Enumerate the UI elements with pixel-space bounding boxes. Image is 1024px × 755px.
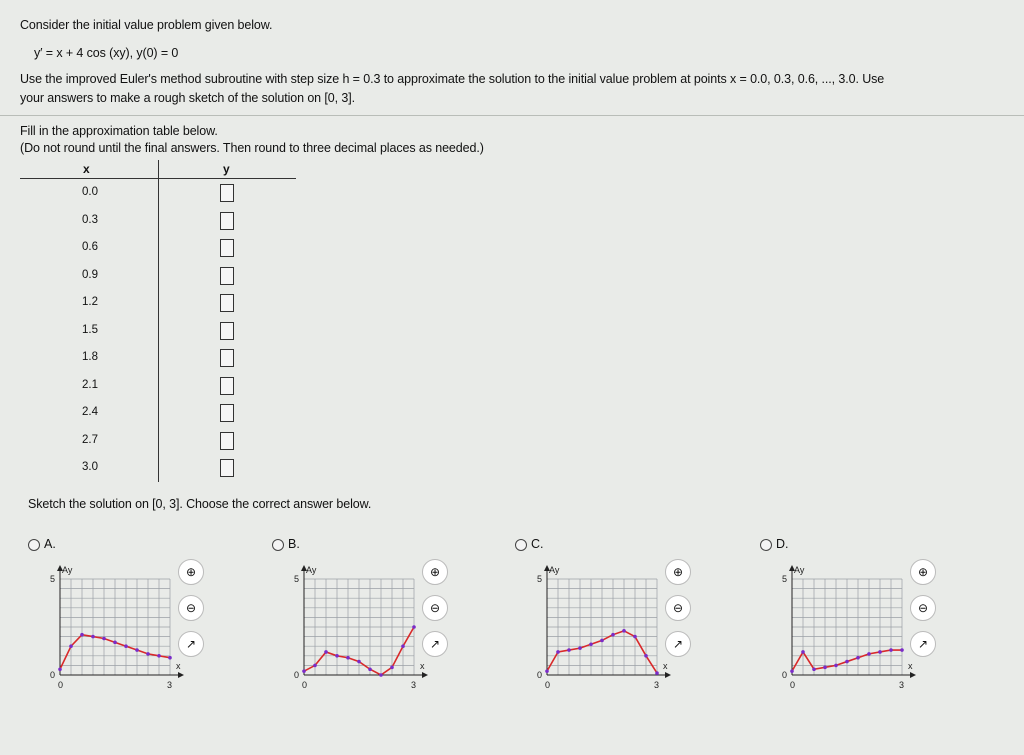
x-value: 0.9 bbox=[82, 268, 98, 281]
rounding-instruction: (Do not round until the final answers. Then round to three decimal places as needed.) bbox=[20, 141, 484, 155]
x-value: 2.1 bbox=[82, 378, 98, 391]
plot-tools bbox=[422, 559, 452, 669]
table-row bbox=[20, 318, 296, 345]
data-point bbox=[157, 654, 161, 658]
table-row bbox=[20, 400, 296, 427]
data-point bbox=[357, 660, 361, 664]
plot-tools bbox=[665, 559, 695, 669]
data-point bbox=[379, 673, 383, 677]
x-axis-arrow bbox=[910, 672, 916, 678]
data-point bbox=[622, 629, 626, 633]
open-in-new-icon[interactable]: ↗ bbox=[910, 631, 936, 657]
data-point bbox=[69, 644, 73, 648]
y-axis-label: Ay bbox=[62, 565, 73, 575]
table-row bbox=[20, 180, 296, 207]
data-point bbox=[58, 667, 62, 671]
choice-label: B. bbox=[288, 537, 300, 551]
x-value: 1.2 bbox=[82, 296, 98, 308]
table-row bbox=[20, 345, 296, 372]
y-answer-box[interactable] bbox=[220, 349, 234, 367]
table-row bbox=[20, 428, 296, 455]
data-point bbox=[790, 669, 794, 673]
separator bbox=[0, 115, 1024, 116]
data-point bbox=[113, 641, 117, 645]
zoom-in-icon[interactable]: ⊕ bbox=[910, 559, 936, 585]
data-point bbox=[313, 664, 317, 668]
table-row bbox=[20, 290, 296, 317]
y-answer-box[interactable] bbox=[220, 459, 234, 477]
x-zero-label: 0 bbox=[790, 680, 796, 690]
data-point bbox=[124, 644, 128, 648]
solution-sketch-plot bbox=[525, 557, 675, 717]
sketch-prompt: Sketch the solution on [0, 3]. Choose the correct answer below. bbox=[28, 497, 372, 511]
x-value: 0.6 bbox=[82, 241, 98, 253]
data-point bbox=[368, 667, 372, 671]
choice-label: D. bbox=[776, 537, 789, 551]
y-tick-label: 5 bbox=[782, 574, 788, 584]
data-point bbox=[335, 654, 339, 658]
zoom-in-icon[interactable]: ⊕ bbox=[665, 559, 691, 585]
data-point bbox=[834, 664, 838, 668]
zoom-in-icon[interactable]: ⊕ bbox=[422, 559, 448, 585]
data-point bbox=[801, 650, 805, 654]
choice-label: C. bbox=[531, 537, 544, 551]
problem-equation: y′ = x + 4 cos (xy), y(0) = 0 bbox=[34, 46, 179, 60]
y-answer-box[interactable] bbox=[220, 294, 234, 312]
y-answer-box[interactable] bbox=[220, 322, 234, 340]
problem-instruction: Use the improved Euler's method subroutine with step size h = 0.3 to approximate the solution to the initial value problem at points x = 0.0, 0.3, 0.6, ..., 3.0. Use bbox=[20, 72, 885, 86]
data-point bbox=[578, 646, 582, 650]
open-in-new-icon[interactable]: ↗ bbox=[178, 631, 204, 657]
plot-tools bbox=[910, 559, 940, 669]
table-row bbox=[20, 235, 296, 262]
open-in-new-icon[interactable]: ↗ bbox=[665, 631, 691, 657]
x-value: 3.0 bbox=[82, 461, 98, 473]
y-zero-label: 0 bbox=[537, 670, 543, 680]
y-zero-label: 0 bbox=[294, 670, 300, 680]
y-tick-label: 5 bbox=[537, 574, 543, 584]
data-point bbox=[867, 652, 871, 656]
x-zero-label: 0 bbox=[58, 680, 64, 690]
data-point bbox=[589, 642, 593, 646]
y-zero-label: 0 bbox=[50, 670, 56, 680]
radio-button[interactable] bbox=[28, 539, 40, 551]
x-value: 1.8 bbox=[82, 351, 98, 363]
header-x: x bbox=[83, 162, 90, 176]
y-zero-label: 0 bbox=[782, 670, 788, 680]
data-point bbox=[812, 667, 816, 671]
y-axis-label: Ay bbox=[306, 565, 317, 575]
radio-button[interactable] bbox=[272, 539, 284, 551]
x-axis-label: x bbox=[908, 661, 913, 671]
y-answer-box[interactable] bbox=[220, 267, 234, 285]
open-in-new-icon[interactable]: ↗ bbox=[422, 631, 448, 657]
data-point bbox=[856, 656, 860, 660]
y-answer-box[interactable] bbox=[220, 184, 234, 202]
data-point bbox=[302, 669, 306, 673]
x-tick-label: 3 bbox=[654, 680, 660, 690]
y-answer-box[interactable] bbox=[220, 432, 234, 450]
y-answer-box[interactable] bbox=[220, 377, 234, 395]
y-answer-box[interactable] bbox=[220, 212, 234, 230]
data-point bbox=[135, 648, 139, 652]
data-point bbox=[633, 635, 637, 639]
solution-sketch-plot bbox=[38, 557, 188, 717]
data-point bbox=[900, 648, 904, 652]
x-zero-label: 0 bbox=[545, 680, 551, 690]
zoom-out-icon[interactable]: ⊖ bbox=[665, 595, 691, 621]
fill-instruction: Fill in the approximation table below. bbox=[20, 124, 218, 138]
table-row bbox=[20, 208, 296, 235]
header-y: y bbox=[223, 162, 230, 176]
data-point bbox=[146, 652, 150, 656]
problem-intro: Consider the initial value problem given below. bbox=[20, 18, 273, 32]
x-axis-arrow bbox=[422, 672, 428, 678]
x-axis-label: x bbox=[420, 661, 425, 671]
y-axis-label: Ay bbox=[549, 565, 560, 575]
solution-sketch-plot bbox=[282, 557, 432, 717]
y-answer-box[interactable] bbox=[220, 239, 234, 257]
data-point bbox=[401, 644, 405, 648]
approximation-table bbox=[20, 160, 296, 482]
x-tick-label: 3 bbox=[167, 680, 173, 690]
y-tick-label: 5 bbox=[50, 574, 56, 584]
problem-instruction-2: your answers to make a rough sketch of the solution on [0, 3]. bbox=[20, 91, 355, 105]
x-zero-label: 0 bbox=[302, 680, 308, 690]
x-value: 2.4 bbox=[82, 406, 98, 418]
x-value: 0.3 bbox=[82, 213, 98, 226]
x-axis-label: x bbox=[176, 661, 181, 671]
data-point bbox=[845, 660, 849, 664]
data-point bbox=[80, 633, 84, 637]
data-point bbox=[823, 666, 827, 670]
x-tick-label: 3 bbox=[411, 680, 417, 690]
zoom-out-icon[interactable]: ⊖ bbox=[178, 595, 204, 621]
table-row bbox=[20, 455, 296, 482]
data-point bbox=[412, 625, 416, 629]
data-point bbox=[600, 639, 604, 643]
zoom-out-icon[interactable]: ⊖ bbox=[910, 595, 936, 621]
choice-label: A. bbox=[44, 537, 56, 551]
y-tick-label: 5 bbox=[294, 574, 300, 584]
radio-button[interactable] bbox=[515, 539, 527, 551]
x-value: 2.7 bbox=[82, 433, 98, 446]
table-row bbox=[20, 263, 296, 290]
data-point bbox=[556, 650, 560, 654]
plot-tools bbox=[178, 559, 208, 669]
data-point bbox=[346, 656, 350, 660]
answer-choice-d[interactable] bbox=[760, 537, 990, 707]
data-point bbox=[611, 633, 615, 637]
answer-choice-a[interactable] bbox=[28, 537, 258, 707]
answer-choice-c[interactable] bbox=[515, 537, 745, 707]
answer-choice-b[interactable] bbox=[272, 537, 502, 707]
data-point bbox=[878, 650, 882, 654]
x-tick-label: 3 bbox=[899, 680, 905, 690]
table-row bbox=[20, 373, 296, 400]
data-point bbox=[102, 637, 106, 641]
x-value: 0.0 bbox=[82, 186, 98, 198]
solution-sketch-plot bbox=[770, 557, 920, 717]
zoom-in-icon[interactable]: ⊕ bbox=[178, 559, 204, 585]
x-value: 1.5 bbox=[82, 323, 98, 336]
data-point bbox=[567, 648, 571, 652]
data-point bbox=[644, 654, 648, 658]
data-point bbox=[324, 650, 328, 654]
data-point bbox=[390, 666, 394, 670]
data-point bbox=[889, 648, 893, 652]
data-point bbox=[545, 669, 549, 673]
data-point bbox=[168, 656, 172, 660]
zoom-out-icon[interactable]: ⊖ bbox=[422, 595, 448, 621]
y-answer-box[interactable] bbox=[220, 404, 234, 422]
x-axis-label: x bbox=[663, 661, 668, 671]
x-axis-arrow bbox=[178, 672, 184, 678]
data-point bbox=[91, 635, 95, 639]
radio-button[interactable] bbox=[760, 539, 772, 551]
data-point bbox=[655, 671, 659, 675]
y-axis-label: Ay bbox=[794, 565, 805, 575]
x-axis-arrow bbox=[665, 672, 671, 678]
